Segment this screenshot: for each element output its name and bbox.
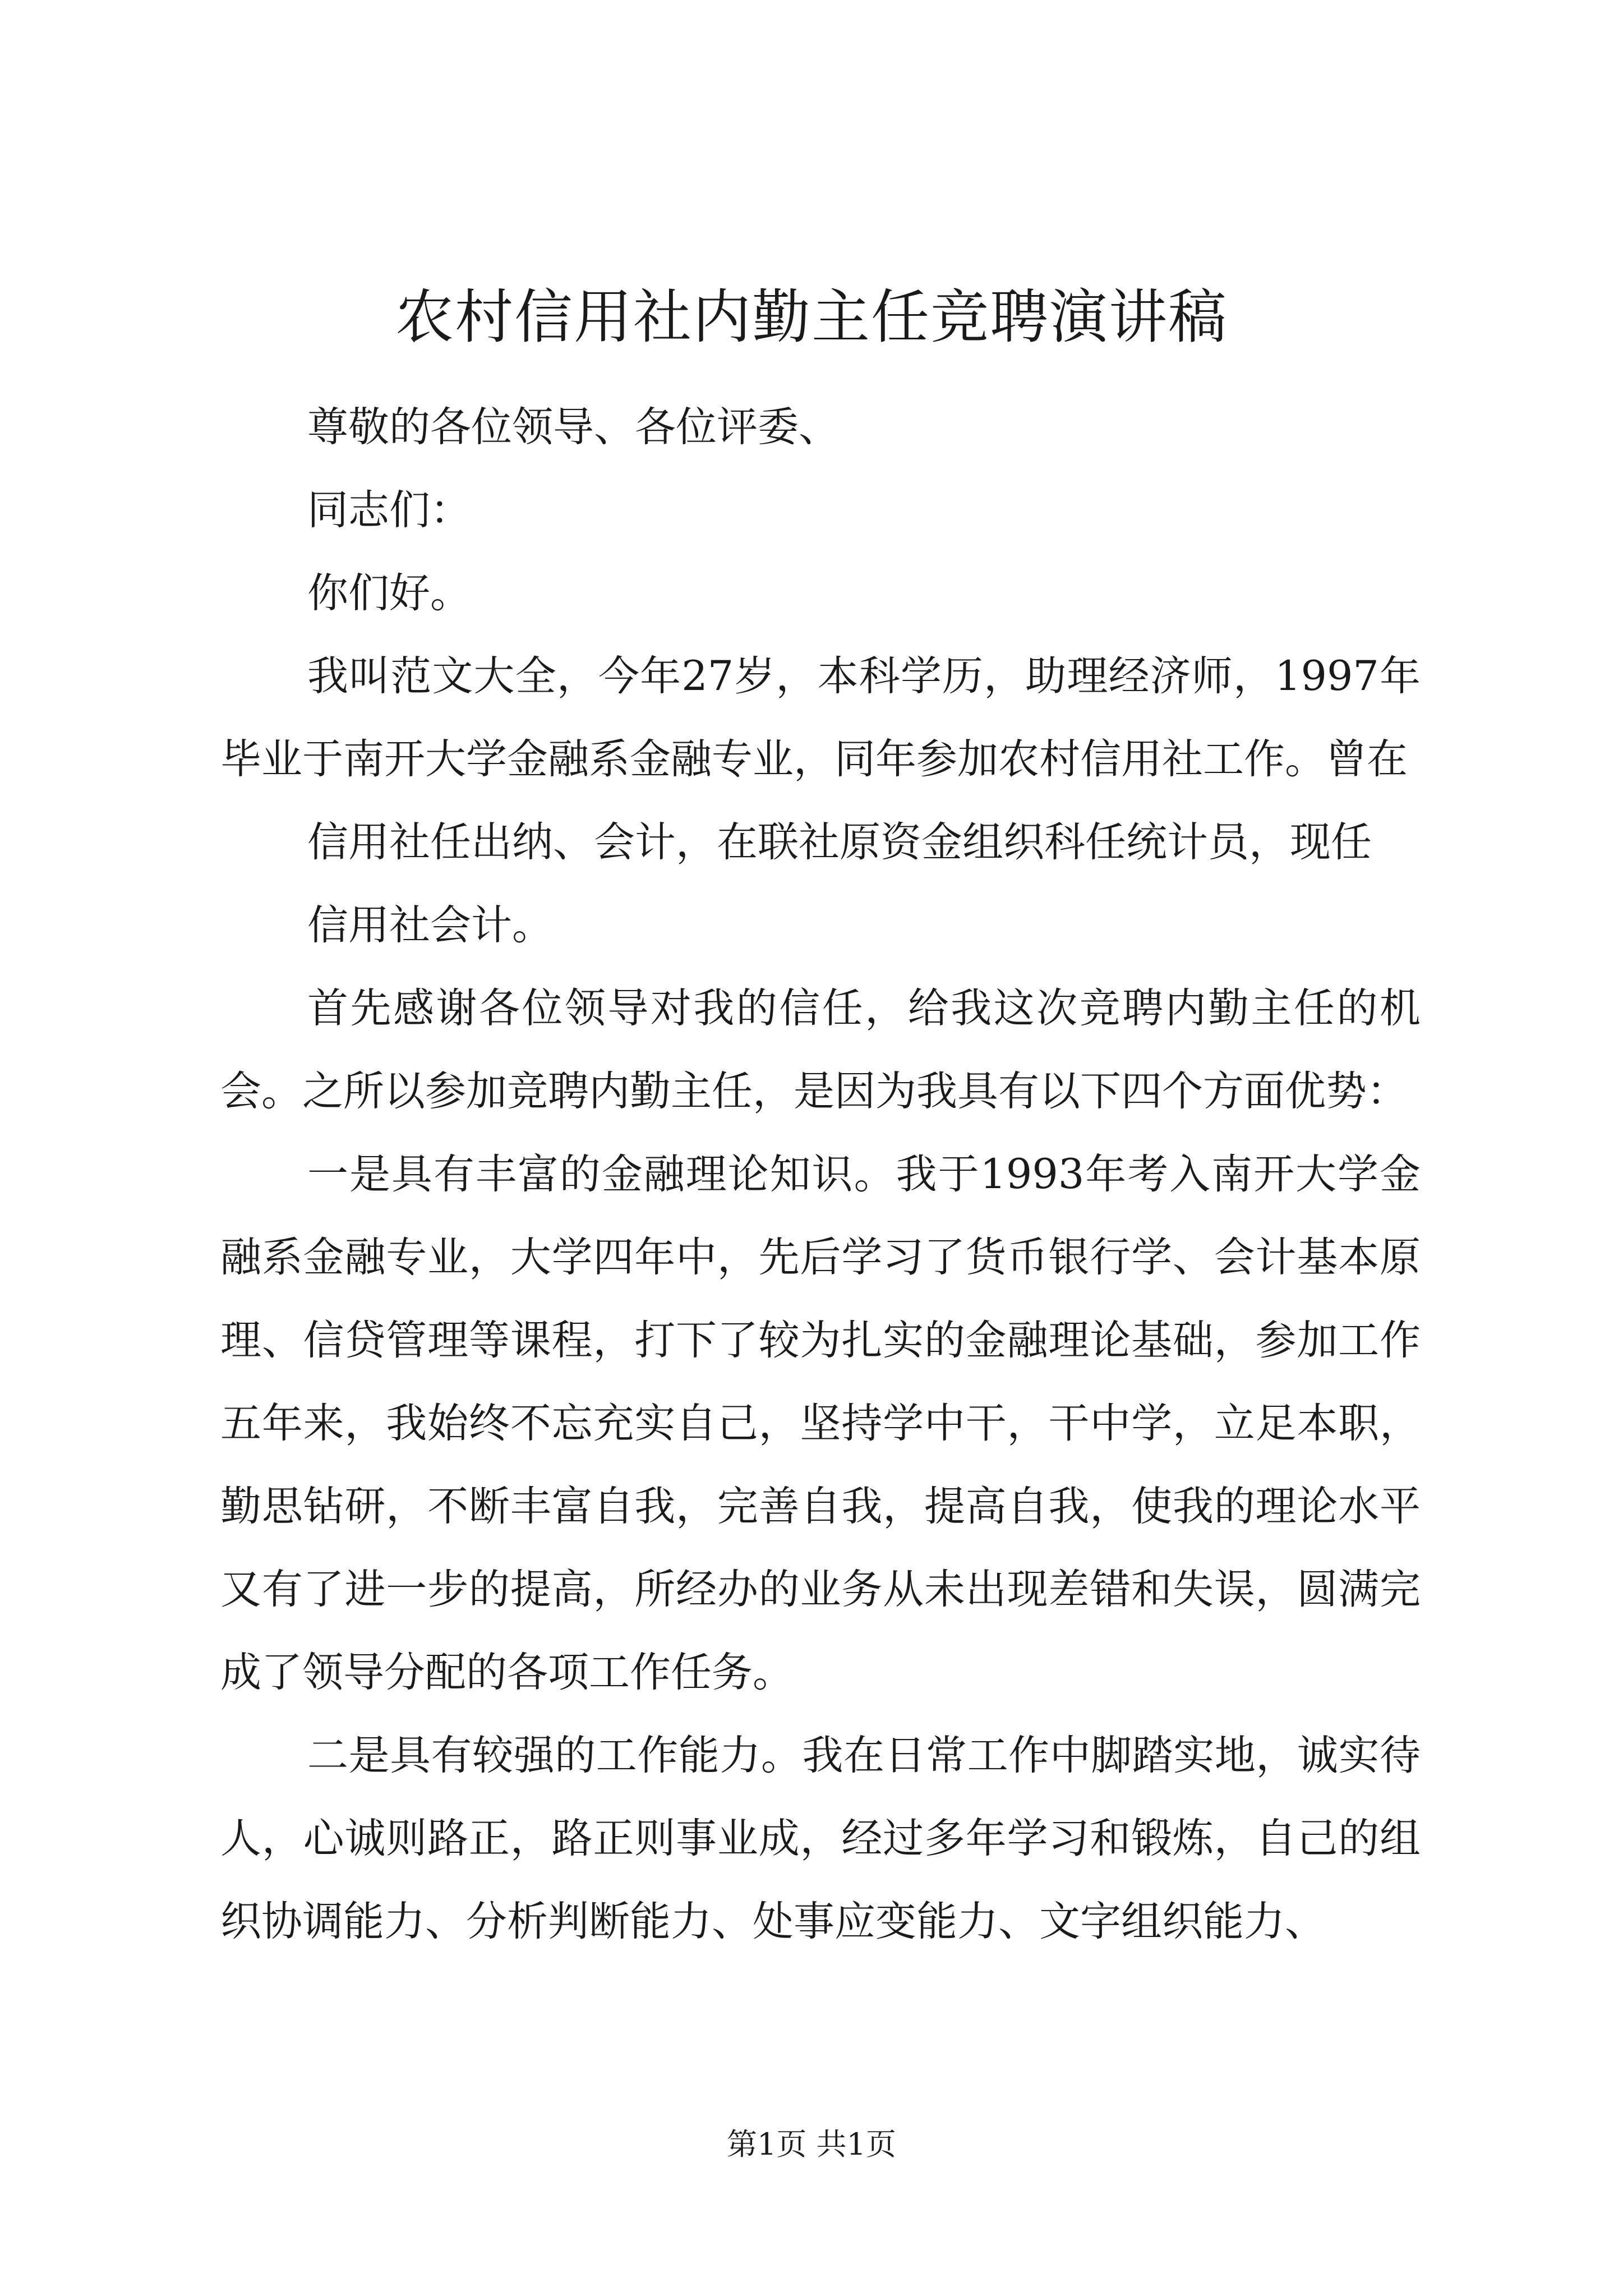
paragraph-positions: 信用社任出纳、会计，在联社原资金组织科任统计员，现任 <box>307 818 1372 866</box>
page-number-footer: 第1页 共1页 <box>727 2127 896 2162</box>
paragraph-thanks: 首先感谢各位领导对我的信任，给我这次竞聘内勤主任的机会。之所以参加竞聘内勤主任，是因为我具有以下四个方面优势： <box>220 984 1421 1115</box>
paragraph-advantage-one: 一是具有丰富的金融理论知识。我于1993年考入南开大学金融系金融专业，大学四年中，先后学习了货币银行学、会计基本原理、信贷管理等课程，打下了较为扎实的金融理论基础，参加工作五年来，我始终不忘充实自己，坚持学中干，干中学，立足本职，勤思钻研，不断丰富自我，完善自我，提高自我，使我的理论水平又有了进一步的提高，所经办的业务从未出现差错和失误，圆满完成了领导分配的各项工作任务。 <box>220 1151 1421 1696</box>
paragraph-greeting: 你们好。 <box>307 569 471 617</box>
paragraph-current-role: 信用社会计。 <box>307 901 553 949</box>
paragraph-comrades: 同志们： <box>307 486 471 534</box>
document-title: 农村信用社内勤主任竞聘演讲稿 <box>395 283 1228 351</box>
paragraph-advantage-two: 二是具有较强的工作能力。我在日常工作中脚踏实地，诚实待人，心诚则路正，路正则事业成，经过多年学习和锻炼，自己的组织协调能力、分析判断能力、处事应变能力、文字组织能力、 <box>220 1732 1421 1945</box>
paragraph-salutation: 尊敬的各位领导、各位评委、 <box>307 403 840 451</box>
document-body <box>220 386 1421 1963</box>
paragraph-self-intro: 我叫范文大全，今年27岁，本科学历，助理经济师，1997年毕业于南开大学金融系金融专业，同年参加农村信用社工作。曾在 <box>220 652 1421 783</box>
